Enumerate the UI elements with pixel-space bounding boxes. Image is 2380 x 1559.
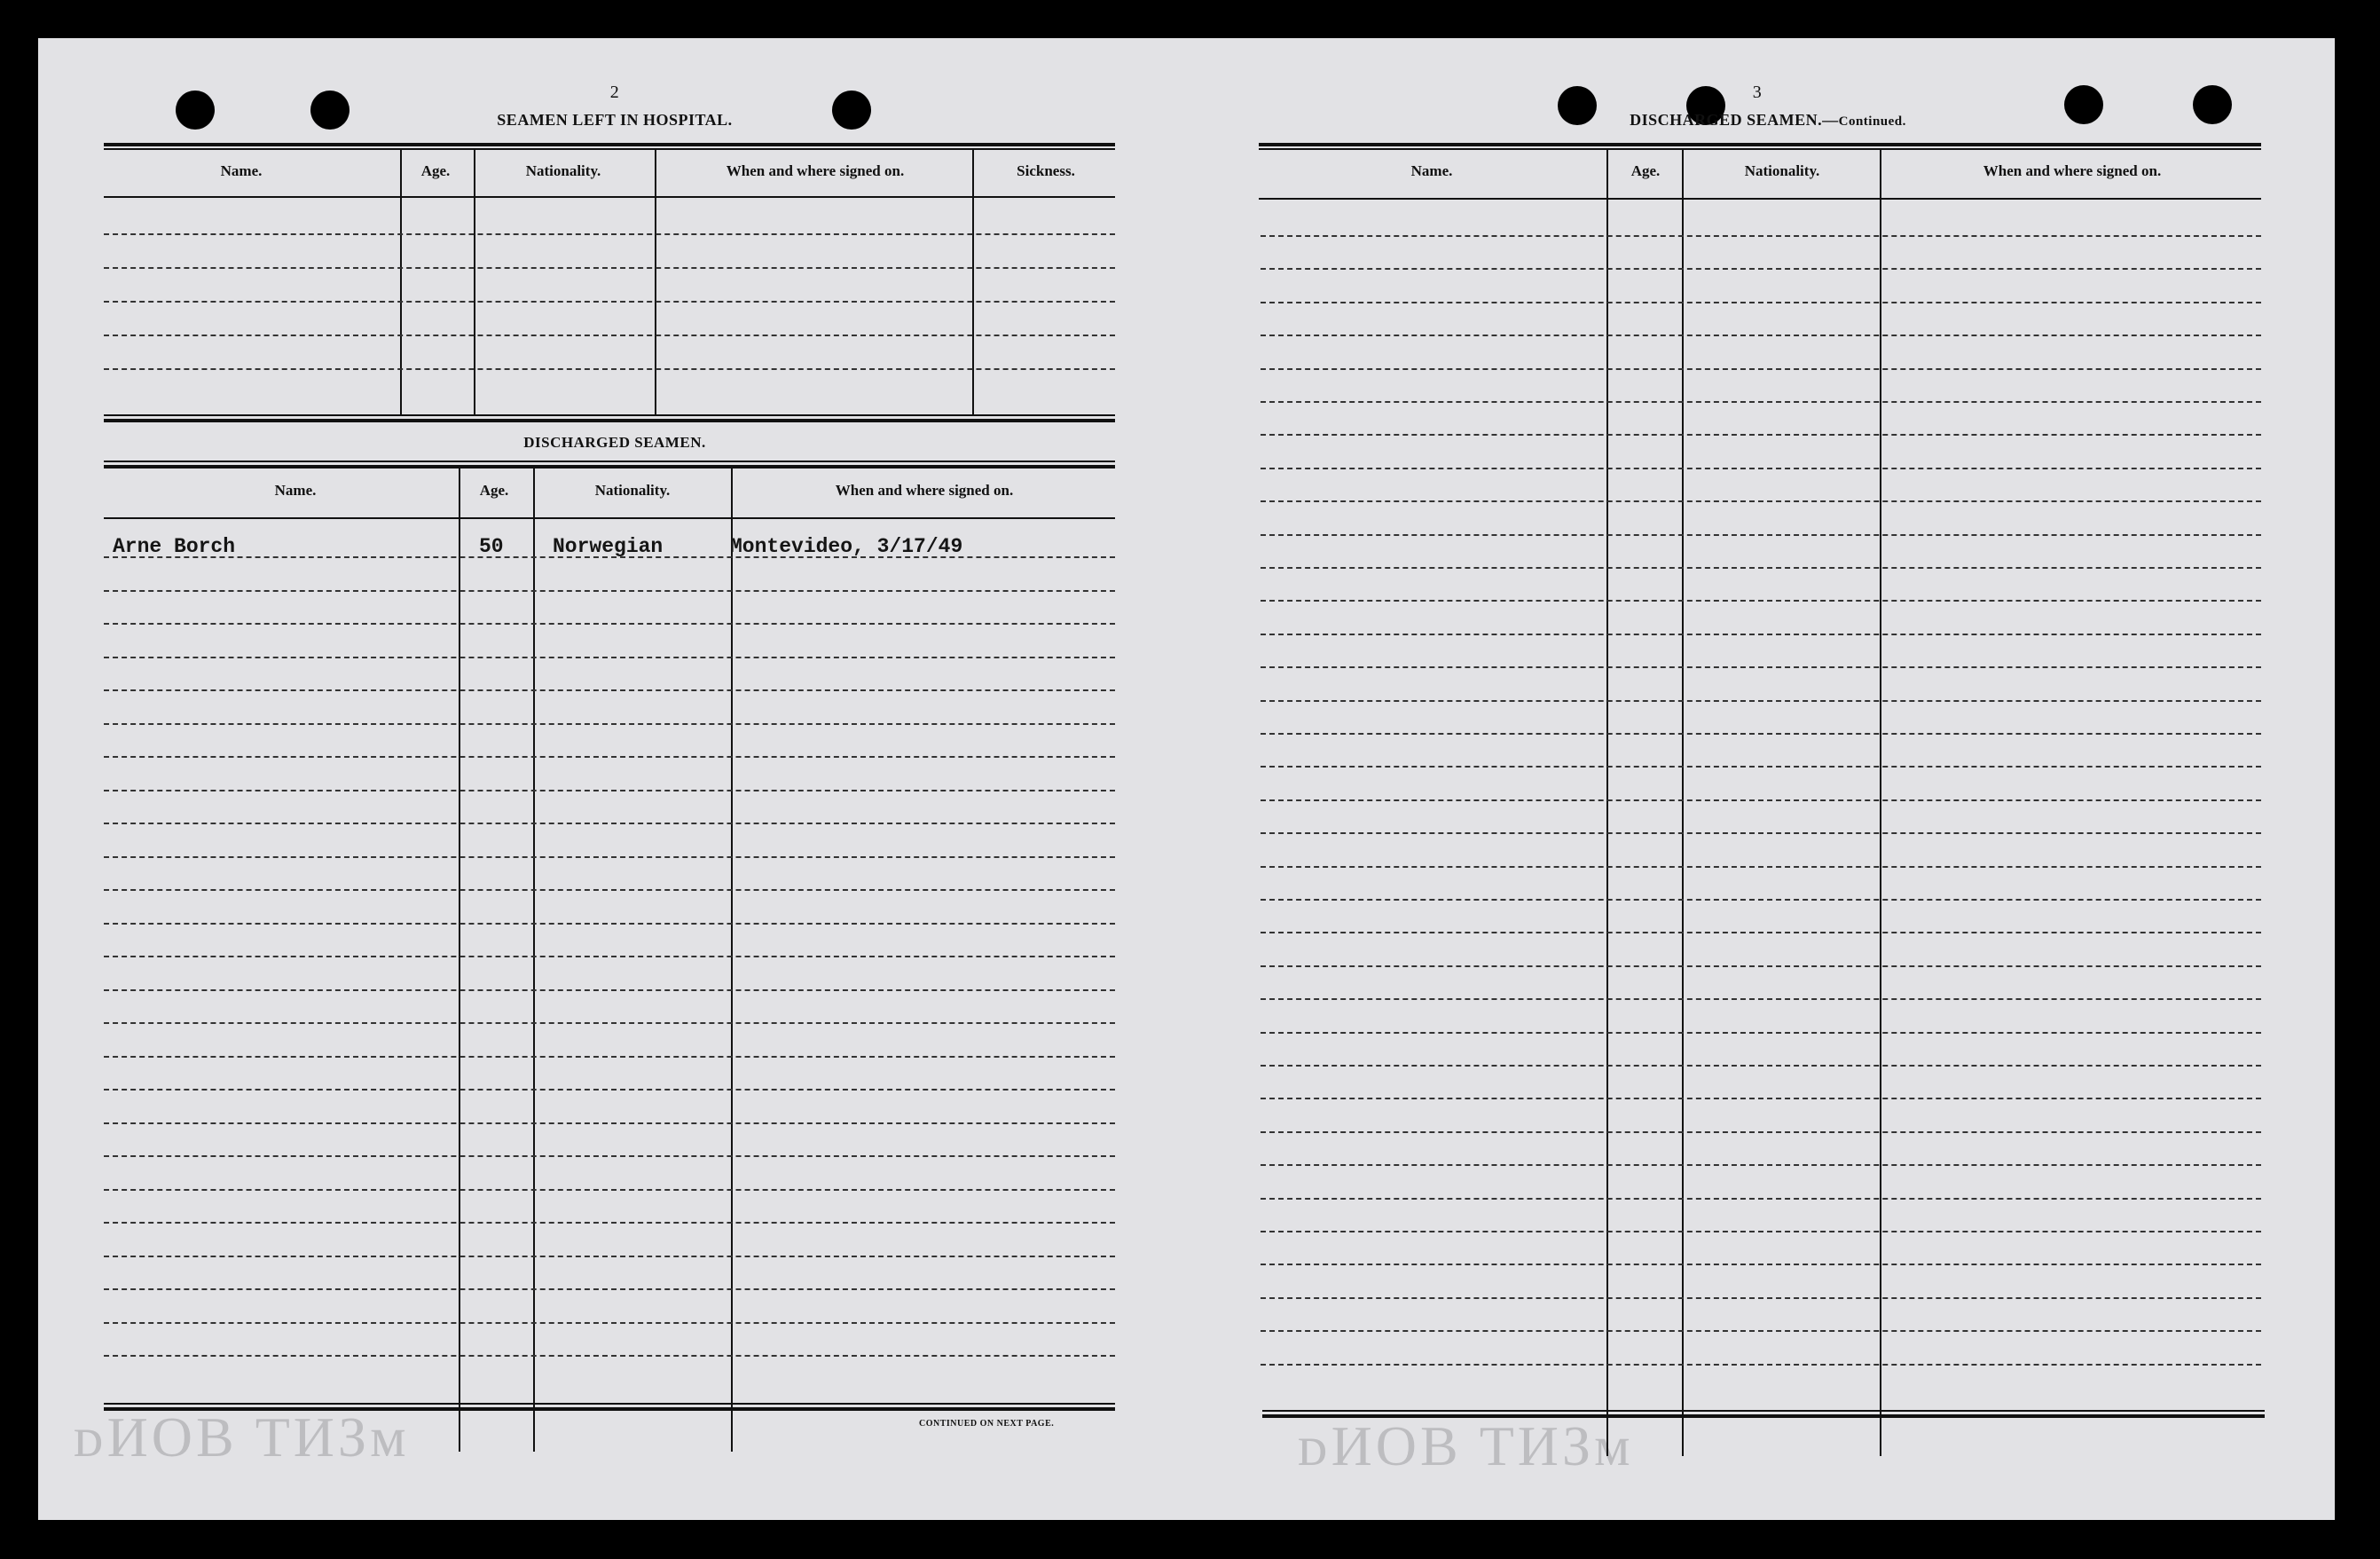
ledger-line <box>1261 866 2261 868</box>
ledger-line <box>1261 1131 2261 1133</box>
hospital-header-nationality: Nationality. <box>525 162 601 179</box>
right-title-main: DISCHARGED SEAMEN.— <box>1630 111 1839 129</box>
rule <box>104 461 1115 462</box>
right-section-title <box>1555 111 1981 130</box>
ledger-line <box>1261 401 2261 403</box>
hospital-section-title: SEAMEN LEFT IN HOSPITAL. <box>497 111 733 129</box>
ledger-line <box>104 1256 1115 1257</box>
ledger-line <box>104 1022 1115 1024</box>
hospital-header-age: Age. <box>420 162 451 179</box>
discharged-section-title: DISCHARGED SEAMEN. <box>523 434 706 451</box>
rule <box>104 1403 1115 1405</box>
ledger-line <box>104 923 1115 925</box>
ledger-line <box>1261 1364 2261 1366</box>
ledger-line <box>1261 634 2261 635</box>
column-divider <box>972 148 974 414</box>
ledger-line <box>1261 1231 2261 1232</box>
column-divider <box>731 467 733 1452</box>
ledger-line <box>104 1189 1115 1191</box>
rule <box>104 419 1115 422</box>
hospital-header-signed-on: When and where signed on. <box>726 162 905 179</box>
column-divider <box>474 148 475 414</box>
ledger-line <box>104 368 1115 370</box>
ledger-line <box>1261 235 2261 237</box>
ledger-line <box>1261 1330 2261 1332</box>
ledger-line <box>104 989 1115 991</box>
ledger-line <box>1261 700 2261 702</box>
ledger-line <box>1261 500 2261 502</box>
ledger-line <box>1261 899 2261 901</box>
bleed-through-mark: ᴅИОВ ТИЗᴍ <box>1298 1414 1634 1477</box>
rule <box>104 196 1115 198</box>
rule <box>104 414 1115 416</box>
column-divider <box>533 467 535 1452</box>
rule <box>104 148 1115 150</box>
ledger-line <box>104 723 1115 725</box>
ledger-line <box>104 956 1115 957</box>
ledger-line <box>1261 1098 2261 1099</box>
discharged-row-signed-on: Montevideo, 3/17/49 <box>730 535 963 558</box>
rule <box>104 143 1115 146</box>
ledger-line <box>1261 567 2261 569</box>
rule <box>1262 1414 2265 1418</box>
discharged-row-name: Arne Borch <box>113 535 236 558</box>
ledger-line <box>104 267 1115 269</box>
ledger-line <box>1261 1164 2261 1166</box>
ledger-line <box>104 233 1115 235</box>
ledger-line <box>104 301 1115 303</box>
document-sheet <box>38 38 2335 1520</box>
discharged-header-name: Name. <box>274 482 317 499</box>
punch-hole <box>2064 85 2103 124</box>
rule <box>1259 148 2261 150</box>
ledger-line <box>1261 1264 2261 1265</box>
right-header-signed-on: When and where signed on. <box>1983 162 2162 179</box>
rule <box>1262 1410 2265 1412</box>
hospital-header-name: Name. <box>220 162 263 179</box>
ledger-line <box>1261 766 2261 768</box>
ledger-line <box>104 1122 1115 1124</box>
ledger-line <box>1261 832 2261 834</box>
ledger-line <box>104 1322 1115 1324</box>
ledger-line <box>1261 1032 2261 1034</box>
discharged-header-signed-on: When and where signed on. <box>835 482 1014 499</box>
right-title-cont: Continued. <box>1838 114 1906 129</box>
ledger-line <box>1261 335 2261 336</box>
ledger-line <box>1261 1065 2261 1067</box>
right-header-nationality: Nationality. <box>1744 162 1820 179</box>
ledger-line <box>104 590 1115 592</box>
ledger-line <box>104 1089 1115 1091</box>
column-divider <box>655 148 656 414</box>
ledger-line <box>1261 434 2261 436</box>
rule <box>1259 198 2261 200</box>
discharged-row-nationality: Norwegian <box>553 535 664 558</box>
rule <box>1259 143 2261 146</box>
ledger-line <box>1261 1198 2261 1200</box>
ledger-line <box>1261 666 2261 668</box>
punch-hole <box>310 91 350 130</box>
discharged-header-age: Age. <box>479 482 509 499</box>
discharged-header-nationality: Nationality. <box>594 482 671 499</box>
ledger-line <box>104 1056 1115 1058</box>
rule <box>104 1407 1115 1411</box>
punch-hole <box>176 91 215 130</box>
punch-hole <box>832 91 871 130</box>
column-divider <box>400 148 402 414</box>
ledger-line <box>1261 998 2261 1000</box>
ledger-line <box>104 556 1115 558</box>
discharged-row-age: 50 <box>479 535 504 558</box>
right-header-age: Age. <box>1630 162 1661 179</box>
ledger-line <box>1261 468 2261 469</box>
ledger-line <box>1261 534 2261 536</box>
ledger-line <box>104 1222 1115 1224</box>
continued-note: CONTINUED ON NEXT PAGE. <box>919 1419 1055 1429</box>
ledger-line <box>104 823 1115 824</box>
column-divider <box>1880 148 1881 1456</box>
ledger-line <box>104 1288 1115 1290</box>
ledger-line <box>1261 368 2261 370</box>
punch-hole <box>2193 85 2232 124</box>
ledger-line <box>1261 932 2261 933</box>
ledger-line <box>104 689 1115 691</box>
column-divider <box>1606 148 1608 1456</box>
page-number-left: 2 <box>609 83 620 102</box>
ledger-line <box>104 756 1115 758</box>
ledger-line <box>104 1155 1115 1157</box>
ledger-line <box>104 335 1115 336</box>
ledger-line <box>1261 1297 2261 1299</box>
hospital-header-sickness: Sickness. <box>1017 162 1075 179</box>
ledger-line <box>104 623 1115 625</box>
ledger-line <box>104 856 1115 858</box>
rule <box>104 517 1115 519</box>
ledger-line <box>104 657 1115 658</box>
ledger-line <box>1261 733 2261 735</box>
ledger-line <box>1261 799 2261 801</box>
ledger-line <box>104 790 1115 791</box>
right-header-name: Name. <box>1410 162 1453 179</box>
ledger-line <box>104 1355 1115 1357</box>
ledger-line <box>1261 268 2261 270</box>
ledger-line <box>1261 600 2261 602</box>
ledger-line <box>1261 302 2261 303</box>
ledger-line <box>1261 965 2261 967</box>
column-divider <box>1682 148 1684 1456</box>
bleed-through-mark: ᴅИОВ ТИЗᴍ <box>74 1405 410 1468</box>
column-divider <box>459 467 460 1452</box>
page-number-right: 3 <box>1752 83 1763 102</box>
ledger-line <box>104 889 1115 891</box>
rule <box>104 465 1115 468</box>
